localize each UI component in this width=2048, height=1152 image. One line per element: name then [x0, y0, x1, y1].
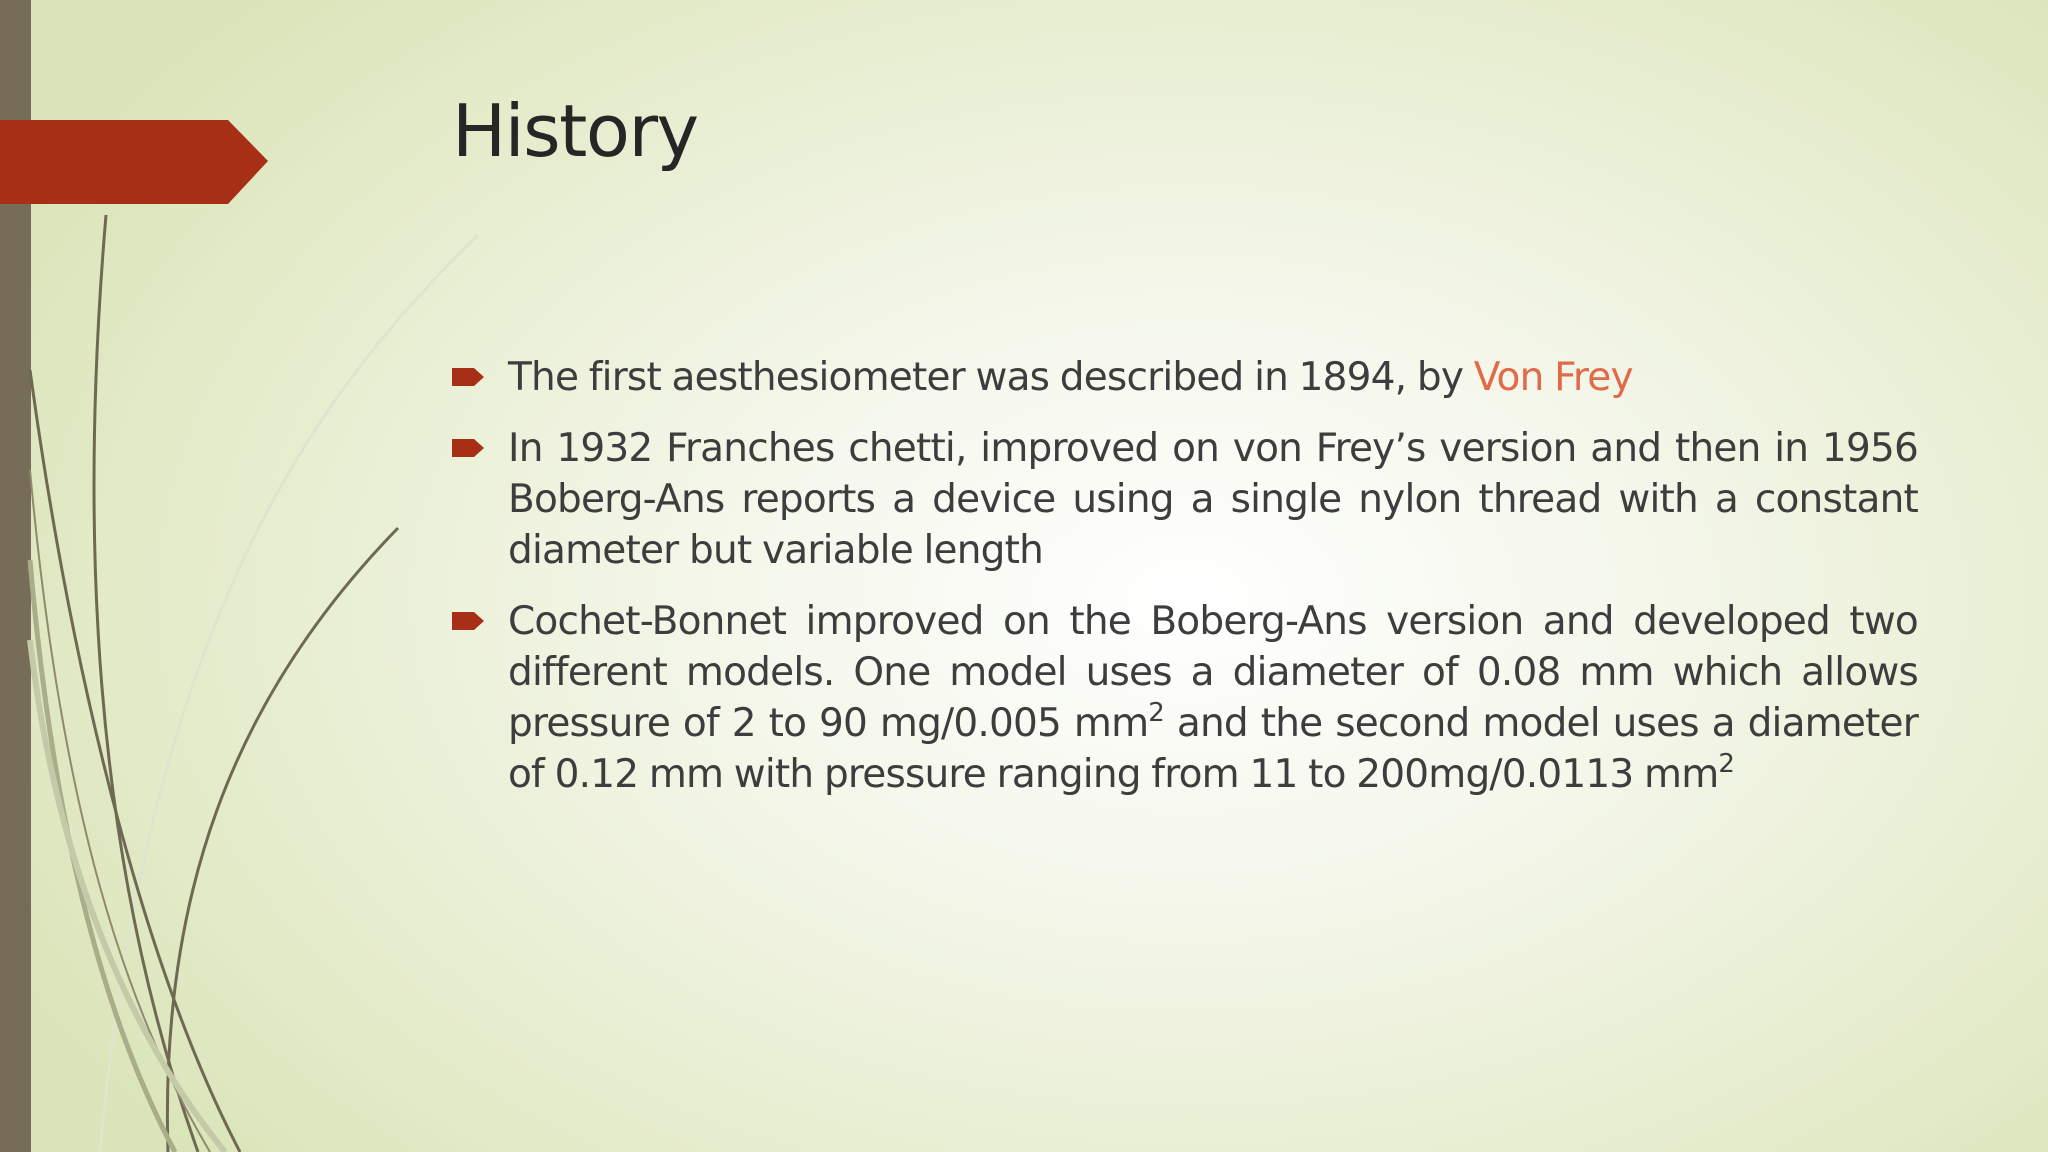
bullet-item: [448, 596, 1918, 800]
bullet-list: [448, 352, 1918, 820]
bullet-text: Cochet-Bonnet improved on the Boberg-Ans version and developed two different models. One model uses a diameter of 0.08 mm which allows pressure of 2 to 90 mg/0.005 mm: [508, 599, 1918, 746]
bullet-item: [448, 352, 1918, 403]
bullet-text: The first aesthesiometer was described in 1894, by: [508, 355, 1474, 400]
arrow-bullet-icon: [452, 437, 486, 459]
arrow-bullet-icon: [452, 610, 486, 632]
bullet-item: [448, 423, 1918, 576]
slide-title: History: [452, 89, 698, 173]
superscript: 2: [1148, 698, 1165, 728]
bullet-text: In 1932 Franches chetti, improved on von Frey’s version and then in 1956 Boberg-Ans reports a device using a single nylon thread with a constant diameter but variable length: [508, 426, 1918, 573]
arrow-bullet-icon: [452, 366, 486, 388]
title-arrow-pentagon-icon: [0, 0, 280, 220]
superscript: 2: [1718, 749, 1735, 779]
von-frey-link[interactable]: Von Frey: [1473, 355, 1633, 400]
bullet-text-continued: and the second model uses a diameter of 0.12 mm with pressure ranging from 11 to 200mg/0.0113 mm: [508, 701, 1918, 797]
